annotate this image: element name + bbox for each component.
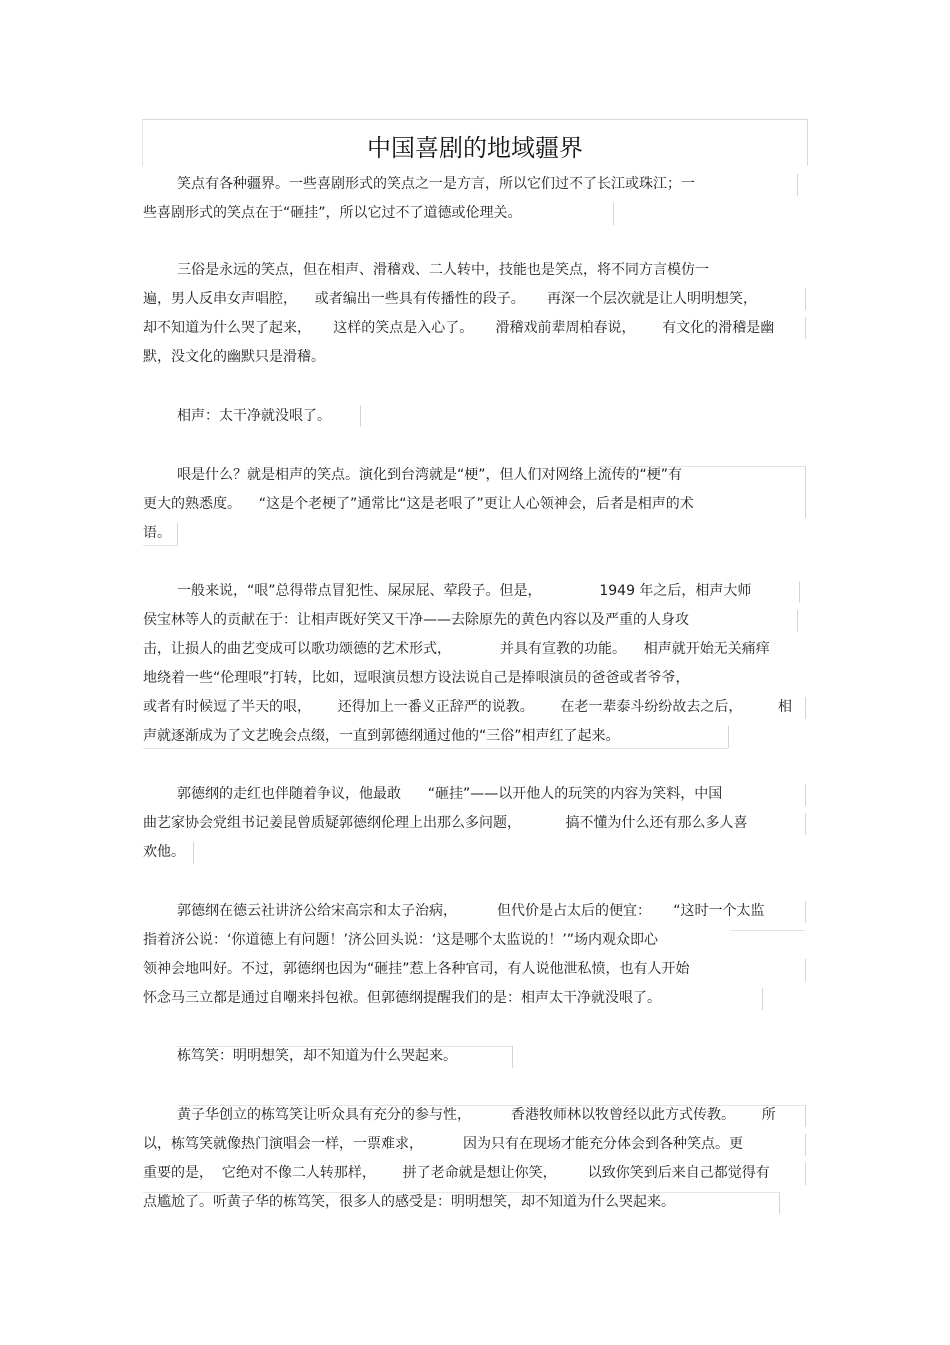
frame-edge bbox=[805, 959, 806, 981]
paragraph-line: 声就逐渐成为了文艺晚会点缀，一直到郭德纲通过他的“三俗”相声红了起来。 bbox=[143, 728, 620, 744]
paragraph-line: 默，没文化的幽默只是滑稽。 bbox=[143, 349, 325, 365]
frame-edge bbox=[805, 466, 806, 518]
paragraph-line: 更大的熟悉度。 “这是个老梗了”通常比“这是老哏了”更让人心领神会，后者是相声的术 bbox=[143, 496, 694, 512]
frame-edge bbox=[193, 842, 194, 864]
frame-edge bbox=[805, 317, 806, 339]
paragraph-line: 黄子华创立的栋笃笑让听众具有充分的参与性， 香港牧师林以牧曾经以此方式传教。 所 bbox=[177, 1107, 776, 1123]
frame-edge bbox=[805, 901, 806, 923]
frame-edge bbox=[728, 726, 729, 748]
paragraph-line: 一般来说，“哏”总得带点冒犯性、屎尿屁、荤段子。但是， 1949 年之后，相声大师 bbox=[177, 583, 752, 599]
frame-edge bbox=[805, 697, 806, 719]
paragraph-line: 击，让损人的曲艺变成可以歌功颂德的艺术形式， 并具有宣教的功能。 相声就开始无关痛痒 bbox=[143, 641, 770, 657]
paragraph-line: 怀念马三立都是通过自嘲来抖包袱。但郭德纲提醒我们的是：相声太干净就没哏了。 bbox=[143, 990, 661, 1006]
paragraph-line: 哏是什么？就是相声的笑点。演化到台湾就是“梗”，但人们对网络上流传的“梗”有 bbox=[177, 467, 683, 483]
paragraph-line: 欢他。 bbox=[143, 844, 185, 860]
paragraph-line: 三俗是永远的笑点，但在相声、滑稽戏、二人转中，技能也是笑点，将不同方言模仿一 bbox=[177, 262, 709, 278]
frame-edge bbox=[805, 1105, 806, 1127]
frame-edge bbox=[797, 610, 798, 632]
frame-edge bbox=[177, 1105, 805, 1106]
frame-edge bbox=[805, 784, 806, 806]
frame-edge bbox=[779, 1192, 780, 1214]
frame-edge bbox=[762, 988, 763, 1010]
frame-edge bbox=[177, 523, 178, 545]
title-frame bbox=[142, 119, 808, 166]
paragraph-line: 笑点有各种疆界。一些喜剧形式的笑点之一是方言，所以它们过不了长江或珠江；一 bbox=[177, 176, 695, 192]
frame-edge bbox=[797, 174, 798, 196]
paragraph-line: 些喜剧形式的笑点在于“砸挂”，所以它过不了道德或伦理关。 bbox=[143, 205, 522, 221]
frame-edge bbox=[143, 1192, 779, 1193]
section-heading-line: 栋笃笑：明明想笑，却不知道为什么哭起来。 bbox=[177, 1048, 457, 1064]
paragraph-line: 遍，男人反串女声唱腔， 或者编出一些具有传播性的段子。 再深一个层次就是让人明明想笑， bbox=[143, 291, 758, 307]
paragraph-line: 郭德纲的走红也伴随着争议，他最敢 “砸挂”——以开他人的玩笑的内容为笑料，中国 bbox=[177, 786, 723, 802]
paragraph-line: 点尴尬了。听黄子华的栋笃笑，很多人的感受是：明明想笑，却不知道为什么哭起来。 bbox=[143, 1194, 675, 1210]
document-title: 中国喜剧的地域疆界 bbox=[367, 134, 583, 162]
paragraph-line: 地绕着一些“伦理哏”打转，比如，逗哏演员想方设法说自己是捧哏演员的爸爸或者爷爷， bbox=[143, 670, 690, 686]
section-heading-line: 相声：太干净就没哏了。 bbox=[177, 408, 331, 424]
paragraph-line: 以，栋笃笑就像热门演唱会一样，一票难求， 因为只有在现场才能充分体会到各种笑点。更 bbox=[143, 1136, 744, 1152]
frame-edge bbox=[177, 1046, 512, 1047]
frame-edge bbox=[805, 1163, 806, 1185]
paragraph-line: 却不知道为什么哭了起来， 这样的笑点是入心了。 滑稽戏前辈周柏春说， 有文化的滑稽是幽 bbox=[143, 320, 775, 336]
paragraph-line: 曲艺家协会党组书记姜昆曾质疑郭德纲伦理上出那么多问题， 搞不懂为什么还有那么多人喜 bbox=[143, 815, 748, 831]
paragraph-line: 语。 bbox=[143, 525, 171, 541]
paragraph-line: 指着济公说：‘你道德上有问题！’济公回头说：‘这是哪个太监说的！’”场内观众即心 bbox=[143, 932, 659, 948]
frame-edge bbox=[805, 1134, 806, 1156]
frame-edge bbox=[600, 466, 805, 467]
frame-edge bbox=[805, 813, 806, 835]
paragraph-line: 郭德纲在德云社讲济公给宋高宗和太子治病， 但代价是占太后的便宜： “这时一个太监 bbox=[177, 903, 765, 919]
frame-edge bbox=[730, 930, 805, 931]
frame-edge bbox=[143, 748, 728, 749]
frame-edge bbox=[360, 405, 361, 427]
frame-edge bbox=[613, 203, 614, 225]
paragraph-line: 侯宝林等人的贡献在于：让相声既好笑又干净——去除原先的黄色内容以及严重的人身攻 bbox=[143, 612, 689, 628]
paragraph-line: 或者有时候逗了半天的哏， 还得加上一番义正辞严的说教。 在老一辈泰斗纷纷故去之后， 相 bbox=[143, 699, 793, 715]
frame-edge bbox=[512, 1046, 513, 1068]
paragraph-line: 重要的是， 它绝对不像二人转那样， 拼了老命就是想让你笑， 以致你笑到后来自己都觉得有 bbox=[143, 1165, 770, 1181]
frame-edge bbox=[805, 288, 806, 310]
frame-edge bbox=[799, 581, 800, 603]
frame-edge bbox=[143, 545, 178, 546]
paragraph-line: 领神会地叫好。不过，郭德纲也因为“砸挂”惹上各种官司，有人说他泄私愤，也有人开始 bbox=[143, 961, 690, 977]
